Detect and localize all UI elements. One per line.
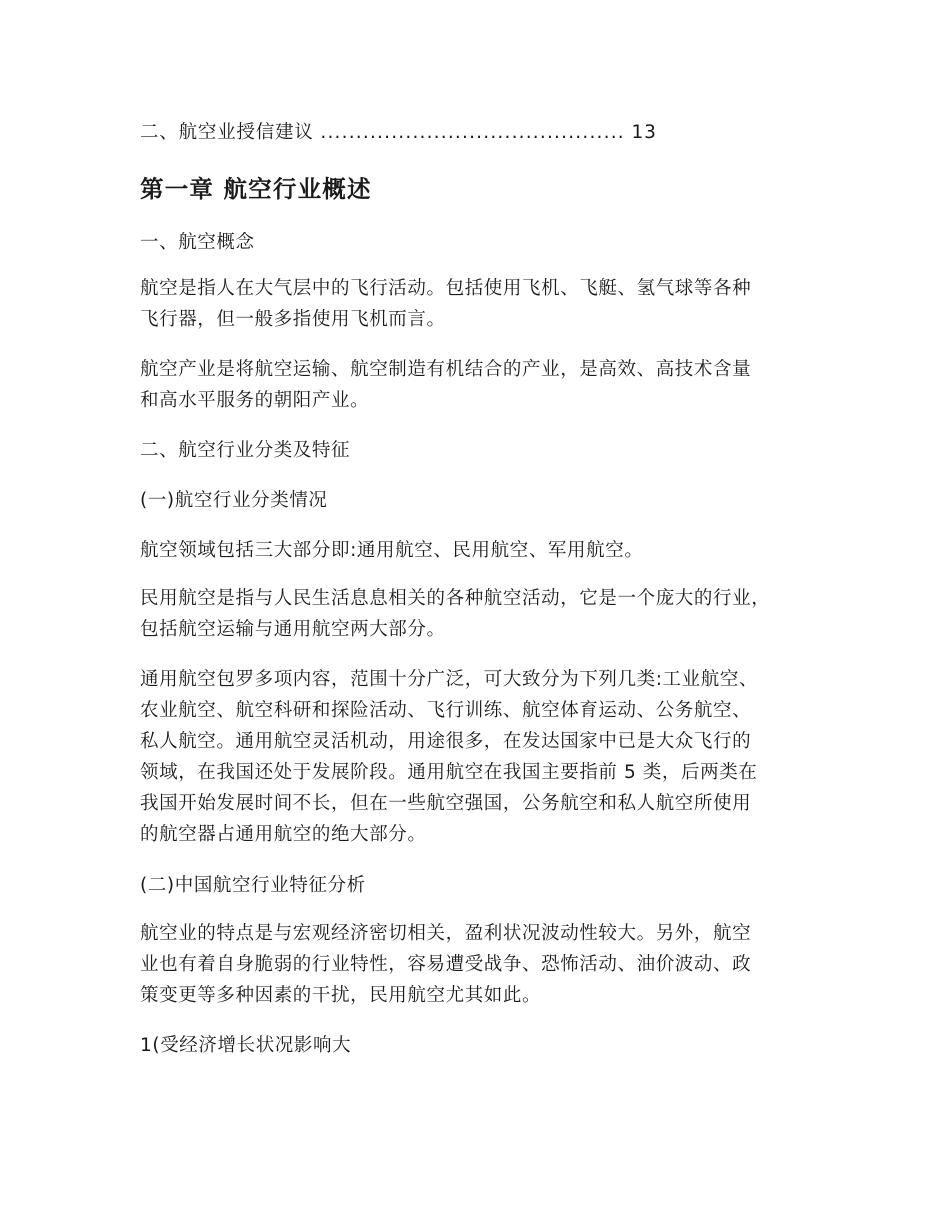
toc-entry (140, 118, 657, 144)
paragraph-line: 业也有着自身脆弱的行业特性，容易遭受战争、恐怖活动、油价波动、政 (140, 954, 752, 975)
toc-page-number: 13 (631, 122, 657, 143)
paragraph-line: 我国开始发展时间不长，但在一些航空强国，公务航空和私人航空所使用 (140, 793, 752, 814)
paragraph-line: 私人航空。通用航空灵活机动，用途很多，在发达国家中已是大众飞行的 (140, 731, 752, 752)
paragraph-line: 航空是指人在大气层中的飞行活动。包括使用飞机、飞艇、氢气球等各种 (140, 278, 752, 299)
toc-entry-label: 二、航空业授信建议 (140, 122, 314, 143)
subsection-heading-features: (二)中国航空行业特征分析 (140, 875, 366, 896)
paragraph-line: 和高水平服务的朝阳产业。 (140, 390, 370, 411)
paragraph-line: 航空产业是将航空运输、航空制造有机结合的产业，是高效、高技术含量 (140, 359, 752, 380)
list-item-economic-growth: 1(受经济增长状况影响大 (140, 1035, 352, 1056)
chapter-title: 第一章 航空行业概述 (140, 175, 372, 203)
paragraph-line: 包括航空运输与通用航空两大部分。 (140, 619, 446, 640)
paragraph-general-aviation (140, 664, 758, 850)
paragraph-line: 飞行器，但一般多指使用飞机而言。 (140, 309, 446, 330)
section-heading-classification: 二、航空行业分类及特征 (140, 440, 351, 461)
paragraph-concept-definition (140, 273, 751, 335)
paragraph-line: 通用航空包罗多项内容，范围十分广泛，可大致分为下列几类:工业航空、 (140, 669, 759, 690)
paragraph-three-parts: 航空领域包括三大部分即:通用航空、民用航空、军用航空。 (140, 540, 644, 561)
paragraph-line: 农业航空、航空科研和探险活动、飞行训练、航空体育运动、公务航空、 (140, 700, 752, 721)
paragraph-line: 领域，在我国还处于发展阶段。通用航空在我国主要指前 5 类，后两类在 (140, 762, 758, 783)
toc-leader-dots: ........................................... (320, 122, 625, 143)
paragraph-line: 的航空器占通用航空的绝大部分。 (140, 824, 427, 845)
paragraph-line: 航空业的特点是与宏观经济密切相关，盈利状况波动性较大。另外，航空 (140, 923, 752, 944)
paragraph-civil-aviation (140, 583, 770, 645)
paragraph-aviation-industry (140, 354, 751, 416)
paragraph-line: 民用航空是指与人民生活息息相关的各种航空活动，它是一个庞大的行业， (140, 588, 771, 609)
subsection-heading-classification: (一)航空行业分类情况 (140, 490, 328, 511)
paragraph-line: 策变更等多种因素的干扰，民用航空尤其如此。 (140, 985, 542, 1006)
paragraph-industry-features (140, 918, 751, 1011)
section-heading-concept: 一、航空概念 (140, 232, 255, 253)
